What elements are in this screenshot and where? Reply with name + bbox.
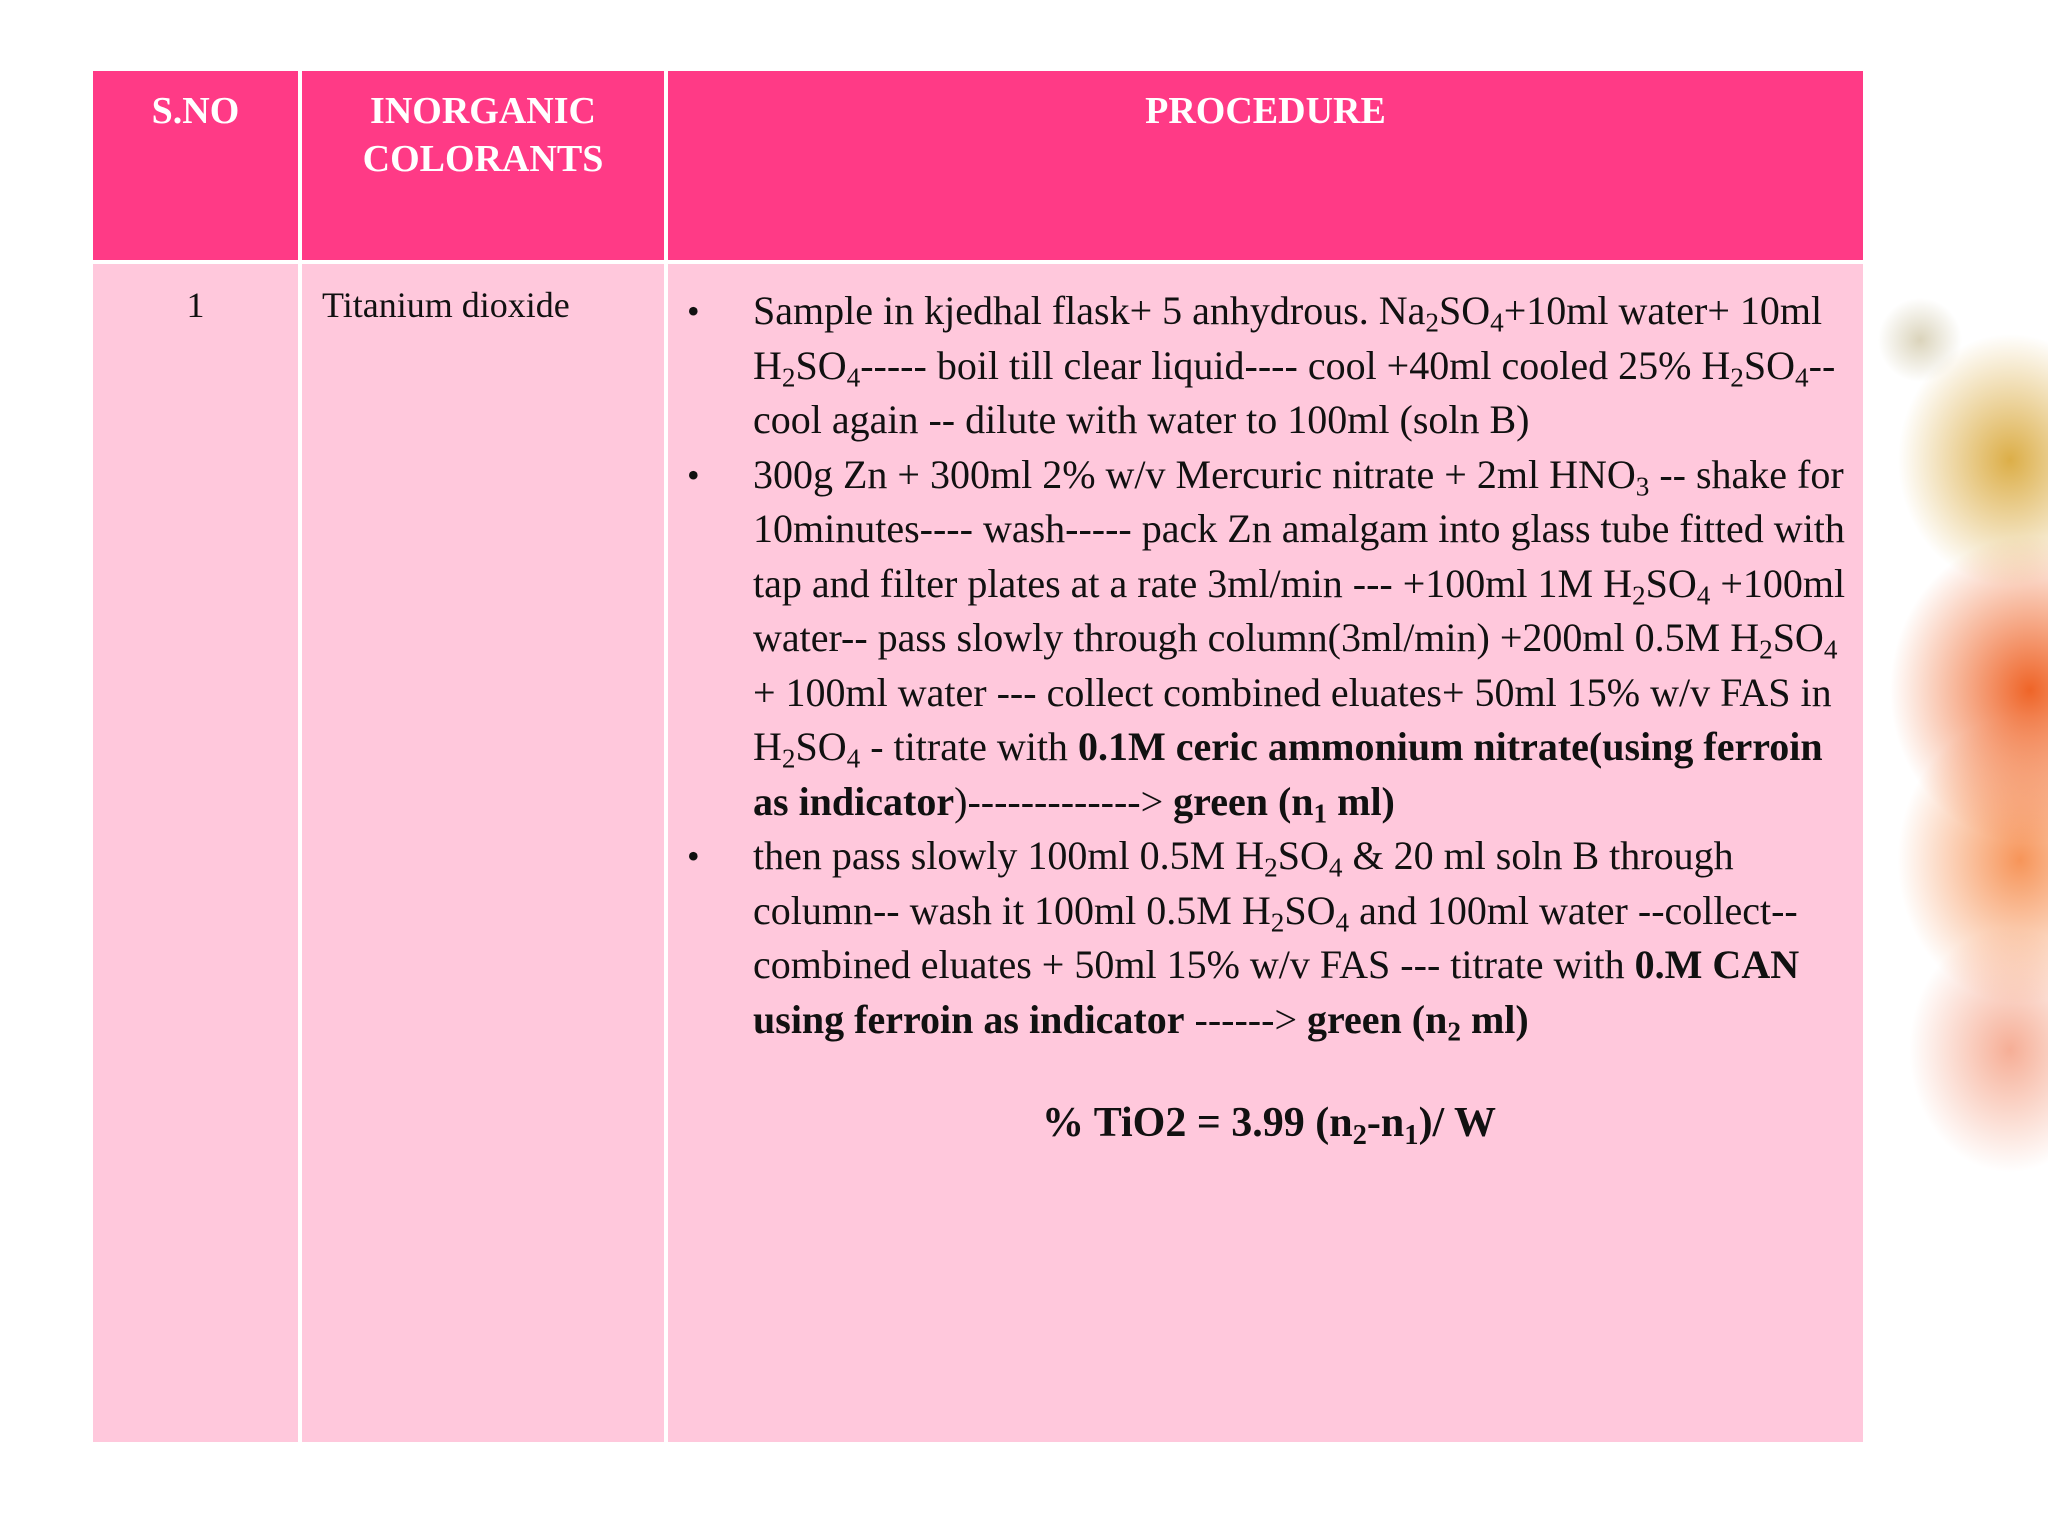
table-row bbox=[91, 262, 1865, 1444]
reagent-highlight: 0.1M ceric ammonium nitrate(using ferroin as indicator bbox=[753, 724, 1823, 824]
tio2-formula: % TiO2 = 3.99 $(n_2-n_1)/$ W bbox=[1042, 1100, 1496, 1151]
header-colorants-line2: COLORANTS bbox=[362, 138, 604, 180]
header-inorganic-colorants bbox=[300, 69, 666, 262]
bullet-icon: • bbox=[687, 454, 700, 495]
powder-splash-decoration bbox=[1860, 220, 2048, 1280]
header-sno: S.NO bbox=[91, 69, 300, 262]
reagent-highlight: 0.M CAN using ferroin as indicator bbox=[753, 942, 1800, 1042]
colorant-procedure-table bbox=[89, 67, 1867, 1446]
header-row bbox=[91, 69, 1865, 262]
procedure-step-2: • 300g Zn + 300ml 2% w/v Mercuric nitrate + 2ml $HNO_3$ -- shake for 10minutes---- wash----- pack Zn amalgam into glass tube fitted with tap and filter plates at a rate 3ml/min --- +100ml 1M $H_2SO_4 +100ml$ water-- pass slowly through column(3ml/min) +200ml 0.5M $H_2SO_4 + 100ml$ water --- collect combined eluates+ 50ml 15% w/v FAS in $H_2SO_4$ - titrate with 0.1M ceric ammonium nitrate(using ferroin as indicator)-------------> green ($n_1$ ml) bbox=[669, 448, 1849, 830]
row-colorant-name: Titanium dioxide bbox=[300, 262, 666, 1444]
procedure-step-3: • then pass slowly 100ml 0.5M $H_2SO_4$ & 20 ml soln B through column-- wash it 100ml 0.5M $H_2SO_4$ and 100ml water --collect-- combined eluates + 50ml 15% w/v FAS --- titrate with 0.M CAN using ferroin as indicator ------> green ($n_2$ ml) bbox=[669, 829, 1849, 1047]
procedure-steps bbox=[669, 284, 1849, 1047]
bullet-icon: • bbox=[687, 836, 700, 876]
procedure-step-1: • Sample in kjedhal flask+ 5 anhydrous. $Na_2SO_4+10ml$ water+ 10ml $H_2SO_4-----$ boil till clear liquid---- cool +40ml cooled 25% $H_2SO_4--$ cool again -- dilute with water to 100ml (soln B) bbox=[669, 284, 1849, 448]
endpoint-n1: green ($n_1$ ml) bbox=[1173, 778, 1395, 829]
row-sno: 1 bbox=[91, 262, 300, 1444]
header-procedure: PROCEDURE bbox=[666, 69, 1865, 262]
header-colorants-line1: INORGANIC bbox=[370, 90, 596, 132]
bullet-icon: • bbox=[687, 291, 700, 331]
endpoint-n2: green ($n_2$ ml) bbox=[1307, 996, 1529, 1047]
row-procedure bbox=[666, 262, 1865, 1444]
